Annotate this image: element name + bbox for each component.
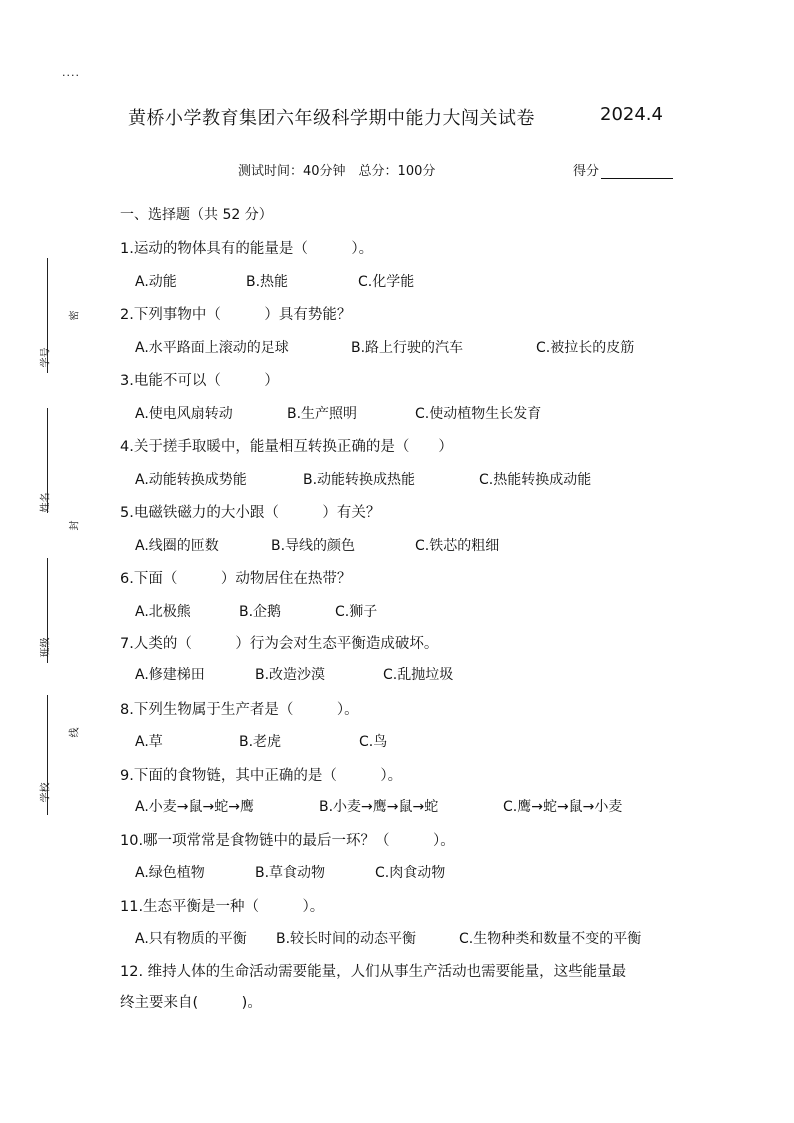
binding-mark-xian: 线	[69, 727, 81, 738]
question-2: 2.下列事物中（ ）具有势能？	[120, 307, 352, 323]
option: A.只有物质的平衡	[135, 931, 247, 947]
option: A.动能	[135, 274, 177, 290]
option: A.修建梯田	[135, 667, 205, 683]
option: B.小麦→鹰→鼠→蛇	[319, 799, 439, 815]
option: C.肉食动物	[375, 865, 446, 881]
option: C.热能转换成动能	[479, 472, 592, 488]
option: B.企鹅	[239, 604, 282, 620]
option: B.生产照明	[287, 406, 358, 422]
binding-label-name: 姓名	[40, 492, 52, 513]
option: A.草	[135, 734, 163, 750]
option: B.较长时间的动态平衡	[276, 931, 417, 947]
question-3: 3.电能不可以（ ）	[120, 373, 279, 389]
option: A.使电风扇转动	[135, 406, 233, 422]
question-8: 8.下列生物属于生产者是（ ）。	[120, 702, 359, 718]
exam-meta: 测试时间：40分钟 总分：100分	[238, 164, 436, 179]
exam-date: 2024.4	[600, 104, 663, 125]
score-field	[573, 160, 673, 179]
option: C.使动植物生长发育	[415, 406, 542, 422]
option: A.小麦→鼠→蛇→鹰	[135, 799, 254, 815]
binding-mark-mi: 密	[69, 310, 81, 321]
question-10: 10.哪一项常常是食物链中的最后一环？（ ）。	[120, 833, 455, 849]
option: C.生物种类和数量不变的平衡	[459, 931, 642, 947]
binding-label-class: 班级	[40, 637, 52, 658]
question-5: 5.电磁铁磁力的大小跟（ ）有关？	[120, 505, 381, 521]
option: C.鸟	[359, 734, 388, 750]
option: C.铁芯的粗细	[415, 538, 500, 554]
option: B.老虎	[239, 734, 282, 750]
option: B.动能转换成热能	[303, 472, 416, 488]
option: A.动能转换成势能	[135, 472, 247, 488]
binding-label-school: 学校	[40, 782, 52, 803]
binding-label-student-id: 学号	[40, 347, 52, 368]
score-blank	[601, 164, 673, 179]
option: B.路上行驶的汽车	[351, 340, 464, 356]
score-label: 得分	[573, 164, 600, 179]
option: C.狮子	[335, 604, 378, 620]
option: A.绿色植物	[135, 865, 205, 881]
question-9: 9.下面的食物链，其中正确的是（ ）。	[120, 768, 403, 784]
question-1: 1.运动的物体具有的能量是（ ）。	[120, 241, 374, 257]
exam-title: 黄桥小学教育集团六年级科学期中能力大闯关试卷	[128, 108, 535, 129]
option: C.化学能	[358, 274, 415, 290]
question-11: 11.生态平衡是一种（ ）。	[120, 899, 325, 915]
option: A.水平路面上滚动的足球	[135, 340, 289, 356]
question-6: 6.下面（ ）动物居住在热带？	[120, 571, 352, 587]
option: B.草食动物	[255, 865, 326, 881]
option: C.被拉长的皮筋	[536, 340, 635, 356]
question-4: 4.关于搓手取暖中，能量相互转换正确的是（ ）	[120, 439, 453, 455]
binding-mark-feng: 封	[69, 520, 81, 531]
header-dots: ....	[62, 66, 80, 79]
section-heading: 一、选择题（共 52 分）	[120, 207, 273, 223]
option: B.改造沙漠	[255, 667, 326, 683]
question-12-line-1: 12. 维持人体的生命活动需要能量，人们从事生产活动也需要能量，这些能量最	[120, 964, 627, 980]
option: B.热能	[246, 274, 289, 290]
option: B.导线的颜色	[271, 538, 356, 554]
option: A.线圈的匝数	[135, 538, 219, 554]
option: A.北极熊	[135, 604, 191, 620]
question-12-line-2: 终主要来自( )。	[120, 995, 262, 1011]
option: C.乱抛垃圾	[383, 667, 454, 683]
option: C.鹰→蛇→鼠→小麦	[503, 799, 623, 815]
question-7: 7.人类的（ ）行为会对生态平衡造成破坏。	[120, 636, 439, 652]
